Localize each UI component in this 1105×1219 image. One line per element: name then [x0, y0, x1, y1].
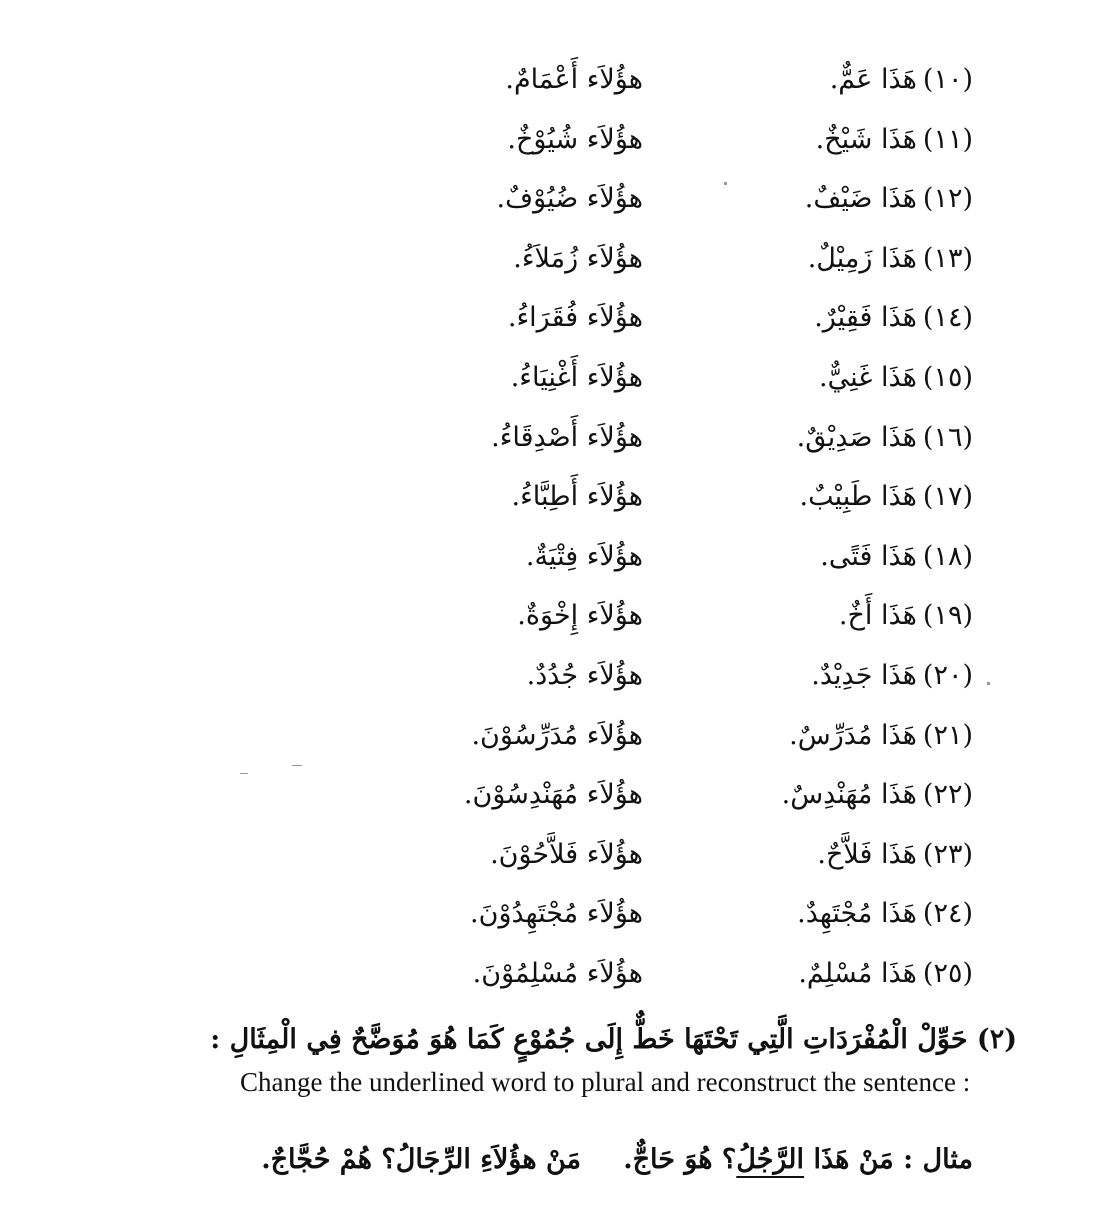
drill-singular-text: هَذَا جَدِيْدٌ.: [811, 659, 917, 691]
drill-row: [0, 708, 1105, 768]
drill-plural: هؤُلاَء فُقَرَاءُ.: [507, 302, 643, 334]
exercise-number: (٢): [976, 1024, 1017, 1055]
drill-singular-text: هَذَا فَقِيْرٌ.: [814, 302, 917, 334]
example-answer: مَنْ هؤُلاَءِ الرِّجَالُ؟ هُمْ حُجَّاجٌ.: [261, 1144, 581, 1175]
drill-row: [0, 767, 1105, 827]
exercise-heading-text: حَوِّلْ الْمُفْرَدَاتِ الَّتِي تَحْتَهَا خَطٌّ إِلَى جُمُوْعٍ كَمَا هُوَ مُوَضَّحٌ فِي الْمِثَالِ :: [210, 1024, 968, 1055]
scan-speck: [987, 682, 990, 685]
drill-row: [0, 410, 1105, 470]
exercise-heading: [117, 1018, 1017, 1062]
drill-singular: [633, 833, 973, 877]
drill-number: (١١): [922, 123, 973, 155]
drill-singular-text: هَذَا شَيْخٌ.: [815, 123, 917, 155]
example-row: [0, 1138, 1105, 1188]
drill-singular: [633, 118, 973, 162]
drill-plural: هؤُلاَء ضُيُوْفٌ.: [496, 183, 643, 215]
drill-singular-text: هَذَا أَخٌ.: [838, 600, 917, 632]
drill-number: (١٧): [922, 481, 973, 513]
drill-singular: [633, 535, 973, 579]
drill-singular-text: هَذَا فَلاَّحٌ.: [817, 838, 917, 870]
drill-plural: هؤُلاَء شُيُوْخٌ.: [507, 123, 643, 155]
drill-number: (١٠): [922, 64, 973, 95]
drill-singular: [633, 416, 973, 460]
drill-plural: هؤُلاَء مُهَنْدِسُوْنَ.: [463, 779, 643, 811]
drill-singular: [633, 58, 973, 102]
drill-singular-text: هَذَا طَبِيْبٌ.: [799, 481, 917, 513]
drill-singular-text: هَذَا فَتًى.: [820, 540, 917, 572]
drill-number: (٢٢): [922, 779, 973, 811]
drill-singular-text: هَذَا زَمِيْلٌ.: [807, 242, 917, 274]
drill-number: (١٤): [922, 302, 973, 334]
example-question-after: ؟ هُوَ حَاجٌّ.: [623, 1144, 737, 1175]
drill-singular: [633, 654, 973, 698]
drill-row: [0, 946, 1105, 1006]
drill-singular-text: هَذَا صَدِيْقٌ.: [796, 421, 917, 453]
drill-plural: هؤُلاَء جُدُدٌ.: [526, 659, 643, 691]
drill-plural: هؤُلاَء أَصْدِقَاءُ.: [491, 421, 643, 453]
drill-number: (٢٣): [922, 838, 973, 870]
drill-singular: [633, 773, 973, 817]
scan-speck: [724, 182, 727, 185]
drill-number: (١٨): [922, 540, 973, 572]
drill-plural: هؤُلاَء أَعْمَامٌ.: [505, 64, 643, 95]
drill-row: [0, 827, 1105, 887]
drill-plural: هؤُلاَء زُمَلاَءُ.: [513, 242, 643, 274]
drill-plural: هؤُلاَء إِخْوَةٌ.: [517, 600, 643, 632]
drill-plural: هؤُلاَء فَلاَّحُوْنَ.: [490, 838, 643, 870]
drill-number: (١٥): [922, 361, 973, 393]
drill-singular: [633, 296, 973, 340]
scan-speck: [240, 773, 248, 774]
drill-number: (٢١): [922, 719, 973, 751]
exercise-instruction: Change the underlined word to plural and reconstruct the sentence :: [240, 1067, 971, 1097]
drill-singular-text: هَذَا مُدَرِّسٌ.: [789, 719, 917, 751]
scan-speck: [292, 765, 302, 766]
drill-row: [0, 231, 1105, 291]
drill-row: [0, 588, 1105, 648]
drill-plural: هؤُلاَء فِتْيَةٌ.: [525, 540, 643, 572]
drill-number: (١٦): [922, 421, 973, 453]
drill-singular: [633, 892, 973, 936]
example-underlined-word: الرَّجُلُ: [736, 1144, 805, 1175]
drill-singular-text: هَذَا مُسْلِمٌ.: [798, 957, 917, 989]
drill-singular-text: هَذَا عَمٌّ.: [829, 64, 917, 95]
drill-plural: هؤُلاَء أَغْنِيَاءُ.: [510, 361, 643, 393]
drill-number: (٢٥): [922, 957, 973, 989]
drill-singular: [633, 594, 973, 638]
drill-singular: [633, 356, 973, 400]
drill-number: (١٣): [922, 242, 973, 274]
example-label: مثال :: [903, 1144, 973, 1175]
drill-singular: [633, 177, 973, 221]
drill-row: [0, 529, 1105, 589]
drill-singular: [633, 237, 973, 281]
example-question: [553, 1138, 973, 1182]
drill-row: [0, 886, 1105, 946]
drill-number: (٢٤): [922, 898, 973, 930]
drill-singular-text: هَذَا غَنِيٌّ.: [819, 361, 917, 393]
drill-plural: هؤُلاَء مُدَرِّسُوْنَ.: [471, 719, 643, 751]
drill-plural: هؤُلاَء مُسْلِمُوْنَ.: [472, 957, 643, 989]
drill-row: [0, 469, 1105, 529]
drill-singular-text: هَذَا ضَيْفٌ.: [804, 183, 917, 215]
drill-row: [0, 112, 1105, 172]
drill-number: (١٢): [922, 183, 973, 215]
drill-singular: [633, 714, 973, 758]
drill-singular-text: هَذَا مُهَنْدِسٌ.: [781, 779, 917, 811]
drill-singular: [633, 952, 973, 996]
drill-singular-text: هَذَا مُجْتَهِدٌ.: [797, 898, 917, 930]
drill-row: [0, 350, 1105, 410]
drill-row: [0, 290, 1105, 350]
drill-row: [0, 648, 1105, 708]
drill-list: [0, 52, 1105, 1006]
drill-plural: هؤُلاَء مُجْتَهِدُوْنَ.: [470, 898, 643, 930]
example-question-before: مَنْ هَذَا: [813, 1144, 894, 1175]
drill-number: (٢٠): [922, 659, 973, 691]
drill-plural: هؤُلاَء أَطِبَّاءُ.: [511, 481, 643, 513]
drill-number: (١٩): [922, 600, 973, 632]
drill-singular: [633, 475, 973, 519]
drill-row: [0, 171, 1105, 231]
drill-row: [0, 52, 1105, 112]
